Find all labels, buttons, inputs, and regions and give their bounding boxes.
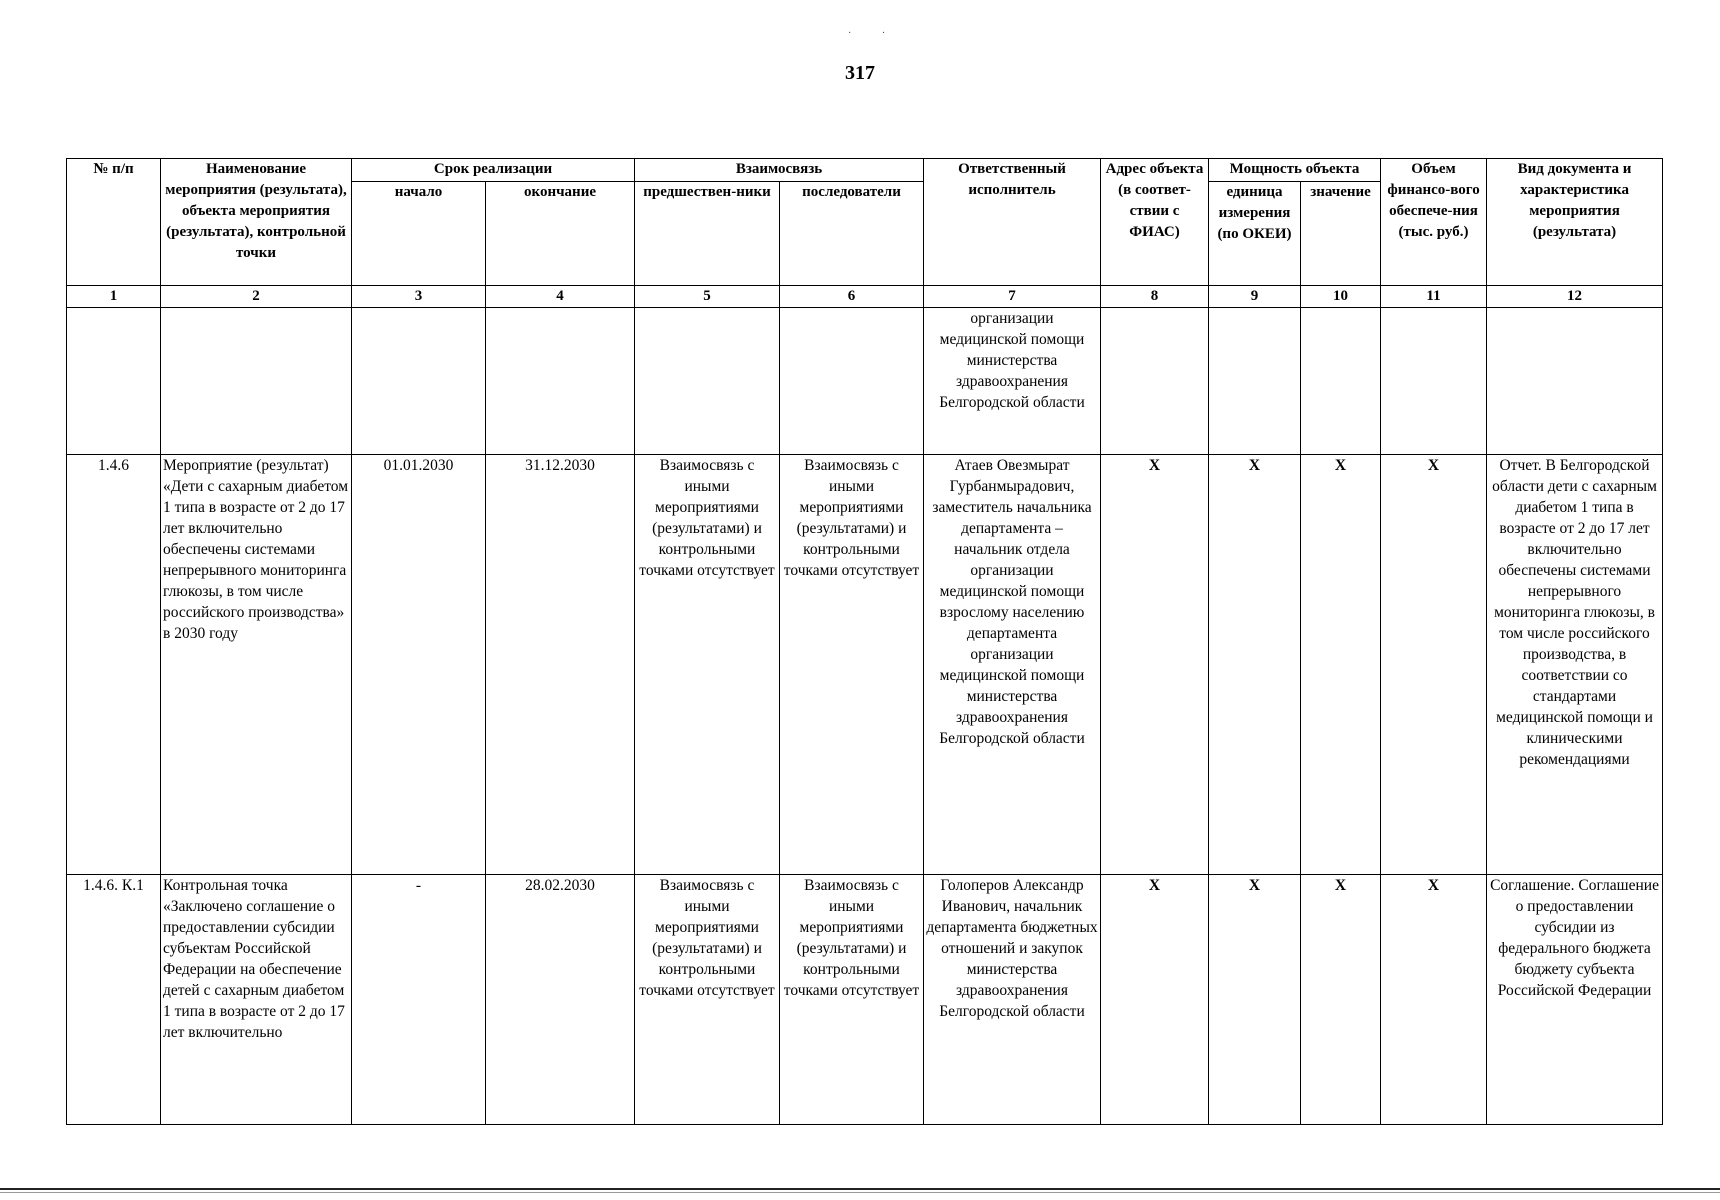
column-number: 7 [924, 286, 1101, 308]
table-row [67, 308, 1663, 455]
row-end: 28.02.2030 [486, 875, 635, 1125]
row-responsible: Атаев Овезмырат Гурбанмырадович, заместитель начальника департамента – начальник отдела организации медицинской помощи взрослому населению департамента организации медицинской помощи министерства здравоохранения Белгородской области [924, 455, 1101, 875]
row-predecessors: Взаимосвязь с иными мероприятиями (результатами) и контрольными точками отсутствует [635, 875, 780, 1125]
row-number: 1.4.6 [67, 455, 161, 875]
header-link-group: Взаимосвязь [635, 159, 924, 182]
row-document: Отчет. В Белгородской области дети с сахарным диабетом 1 типа в возрасте от 2 до 17 лет включительно обеспечены системами непрерывного мониторинга глюкозы, в том числе российского производства, в соответствии со стандартами медицинской помощи и клиническими рекомендациями [1487, 455, 1663, 875]
header-predecessors: предшествен-ники [635, 182, 780, 286]
header-num: № п/п [67, 159, 161, 286]
row-unit: Х [1209, 875, 1301, 1125]
row-address: Х [1101, 455, 1209, 875]
row-responsible: Голоперов Александр Иванович, начальник департамента бюджетных отношений и закупок министерства здравоохранения Белгородской области [924, 875, 1101, 1125]
column-number: 4 [486, 286, 635, 308]
row-value: Х [1301, 455, 1381, 875]
column-number: 3 [352, 286, 486, 308]
row-finance: Х [1381, 455, 1487, 875]
header-responsible: Ответственный исполнитель [924, 159, 1101, 286]
row-successors: Взаимосвязь с иными мероприятиями (результатами) и контрольными точками отсутствует [780, 455, 924, 875]
row-value: Х [1301, 875, 1381, 1125]
row-predecessors [635, 308, 780, 455]
row-unit: Х [1209, 455, 1301, 875]
page-number: 317 [845, 62, 875, 84]
activities-table [66, 158, 1663, 1125]
row-end: 31.12.2030 [486, 455, 635, 875]
row-finance: Х [1381, 875, 1487, 1125]
scan-edge-line [0, 1188, 1720, 1190]
row-value [1301, 308, 1381, 455]
row-name: Мероприятие (результат) «Дети с сахарным диабетом 1 типа в возрасте от 2 до 17 лет включительно обеспечены системами непрерывного мониторинга глюкозы, в том числе российского производства» в 2030 году [161, 455, 352, 875]
header-value: значение [1301, 182, 1381, 286]
row-name: Контрольная точка «Заключено соглашение о предоставлении субсидии субъектам Российской Федерации на обеспечение детей с сахарным диабетом 1 типа в возрасте от 2 до 17 лет включительно [161, 875, 352, 1125]
row-document [1487, 308, 1663, 455]
row-successors: Взаимосвязь с иными мероприятиями (результатами) и контрольными точками отсутствует [780, 875, 924, 1125]
row-number [67, 308, 161, 455]
header-name: Наименование мероприятия (результата), объекта мероприятия (результата), контрольной точки [161, 159, 352, 286]
column-number: 11 [1381, 286, 1487, 308]
header-document: Вид документа и характеристика мероприятия (результата) [1487, 159, 1663, 286]
column-number: 12 [1487, 286, 1663, 308]
row-number: 1.4.6. К.1 [67, 875, 161, 1125]
column-number: 1 [67, 286, 161, 308]
row-start: 01.01.2030 [352, 455, 486, 875]
column-number: 10 [1301, 286, 1381, 308]
row-responsible: организации медицинской помощи министерства здравоохранения Белгородской области [924, 308, 1101, 455]
row-address: Х [1101, 875, 1209, 1125]
column-numbers-row [67, 286, 1663, 308]
row-address [1101, 308, 1209, 455]
header-address: Адрес объекта (в соответ-ствии с ФИАС) [1101, 159, 1209, 286]
table-row [67, 455, 1663, 875]
header-successors: последователи [780, 182, 924, 286]
row-document: Соглашение. Соглашение о предоставлении субсидии из федерального бюджета бюджету субъекта Российской Федерации [1487, 875, 1663, 1125]
header-capacity-group: Мощность объекта [1209, 159, 1381, 182]
table-row [67, 875, 1663, 1125]
row-unit [1209, 308, 1301, 455]
row-finance [1381, 308, 1487, 455]
column-number: 6 [780, 286, 924, 308]
header-finance: Объем финансо-вого обеспече-ния (тыс. руб.) [1381, 159, 1487, 286]
header-row-1 [67, 159, 1663, 182]
column-number: 8 [1101, 286, 1209, 308]
header-unit: единица измерения (по ОКЕИ) [1209, 182, 1301, 286]
row-end [486, 308, 635, 455]
scan-dots: · · [848, 28, 900, 39]
scan-edge-shadow [0, 1192, 1720, 1193]
row-name [161, 308, 352, 455]
row-start [352, 308, 486, 455]
column-number: 5 [635, 286, 780, 308]
header-end: окончание [486, 182, 635, 286]
row-predecessors: Взаимосвязь с иными мероприятиями (результатами) и контрольными точками отсутствует [635, 455, 780, 875]
column-number: 2 [161, 286, 352, 308]
row-start: - [352, 875, 486, 1125]
header-term-group: Срок реализации [352, 159, 635, 182]
column-number: 9 [1209, 286, 1301, 308]
row-successors [780, 308, 924, 455]
header-start: начало [352, 182, 486, 286]
